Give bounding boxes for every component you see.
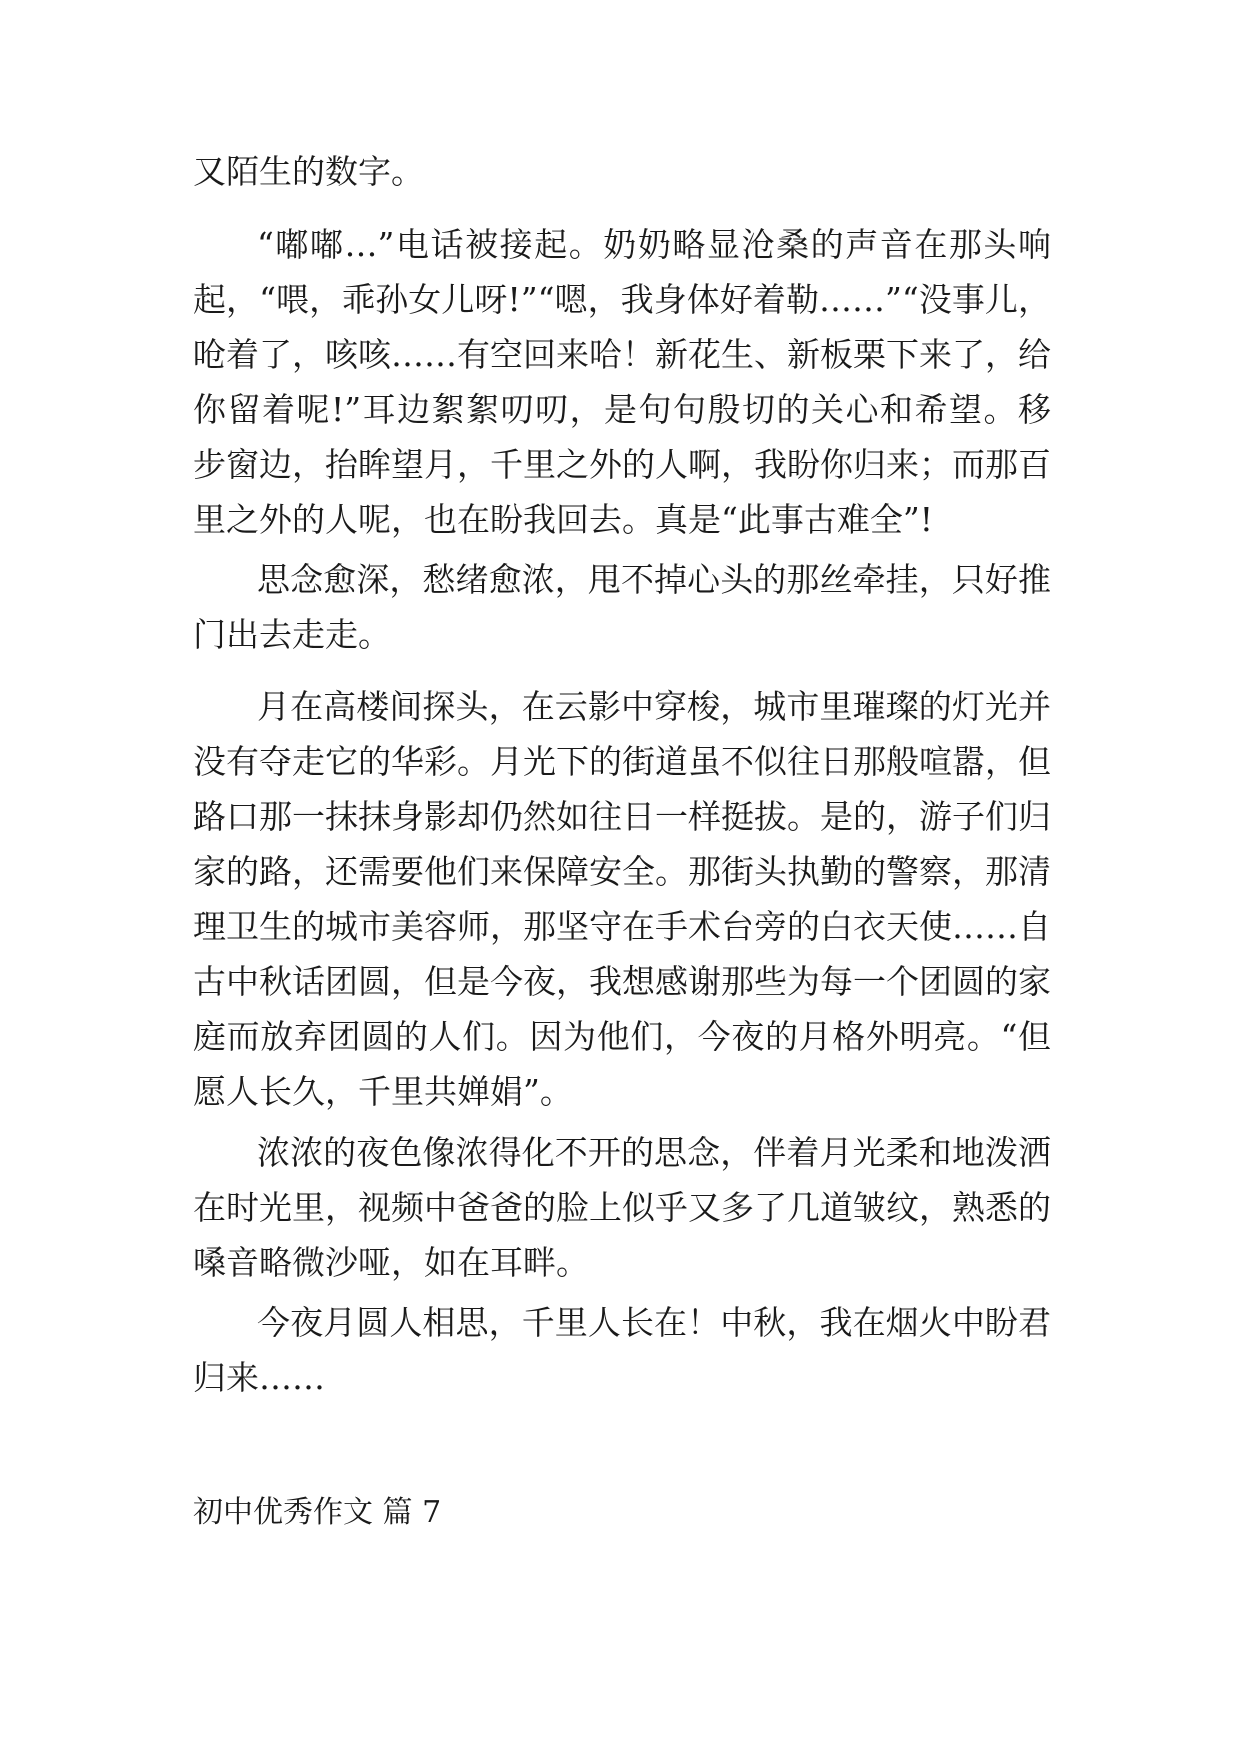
text-line: 嗓音略微沙哑，如在耳畔。 [193, 1243, 589, 1282]
text-line: 浓浓的夜色像浓得化不开的思念，伴着月光柔和地泼洒 [257, 1133, 1051, 1172]
text-line: 庭而放弃团圆的人们。因为他们，今夜的月格外明亮。“但 [193, 1017, 1051, 1056]
text-line: 没有夺走它的华彩。月光下的街道虽不似往日那般喧嚣，但 [193, 742, 1051, 781]
text-line: 归来…… [193, 1358, 325, 1397]
text-line: 步窗边，抬眸望月，千里之外的人啊，我盼你归来；而那百 [193, 445, 1051, 484]
section-heading: 初中优秀作文 篇 7 [193, 1495, 442, 1530]
text-line: 起，“喂，乖孙女儿呀!”“嗯，我身体好着勒……”“没事儿， [193, 280, 1051, 319]
text-line: 你留着呢!”耳边絮絮叨叨，是句句殷切的关心和希望。移 [193, 390, 1051, 429]
text-line: 家的路，还需要他们来保障安全。那街头执勤的警察，那清 [193, 852, 1051, 891]
text-line: 又陌生的数字。 [193, 152, 424, 191]
text-line: 里之外的人呢，也在盼我回去。真是“此事古难全”! [193, 500, 934, 539]
text-line: 门出去走走。 [193, 615, 391, 654]
text-line: 愿人长久，千里共婵娟”。 [193, 1072, 573, 1111]
text-line: 路口那一抹抹身影却仍然如往日一样挺拔。是的，游子们归 [193, 797, 1051, 836]
text-line: “嘟嘟…”电话被接起。奶奶略显沧桑的声音在那头响 [257, 225, 1051, 264]
text-line: 思念愈深，愁绪愈浓，甩不掉心头的那丝牵挂，只好推 [257, 560, 1051, 599]
text-line: 今夜月圆人相思，千里人长在！中秋，我在烟火中盼君 [257, 1303, 1051, 1342]
text-line: 月在高楼间探头，在云影中穿梭，城市里璀璨的灯光并 [257, 687, 1051, 726]
text-line: 古中秋话团圆，但是今夜，我想感谢那些为每一个团圆的家 [193, 962, 1051, 1001]
text-line: 呛着了，咳咳……有空回来哈！新花生、新板栗下来了，给 [193, 335, 1051, 374]
text-line: 在时光里，视频中爸爸的脸上似乎又多了几道皱纹，熟悉的 [193, 1188, 1051, 1227]
text-line: 理卫生的城市美容师，那坚守在手术台旁的白衣天使……自 [193, 907, 1051, 946]
